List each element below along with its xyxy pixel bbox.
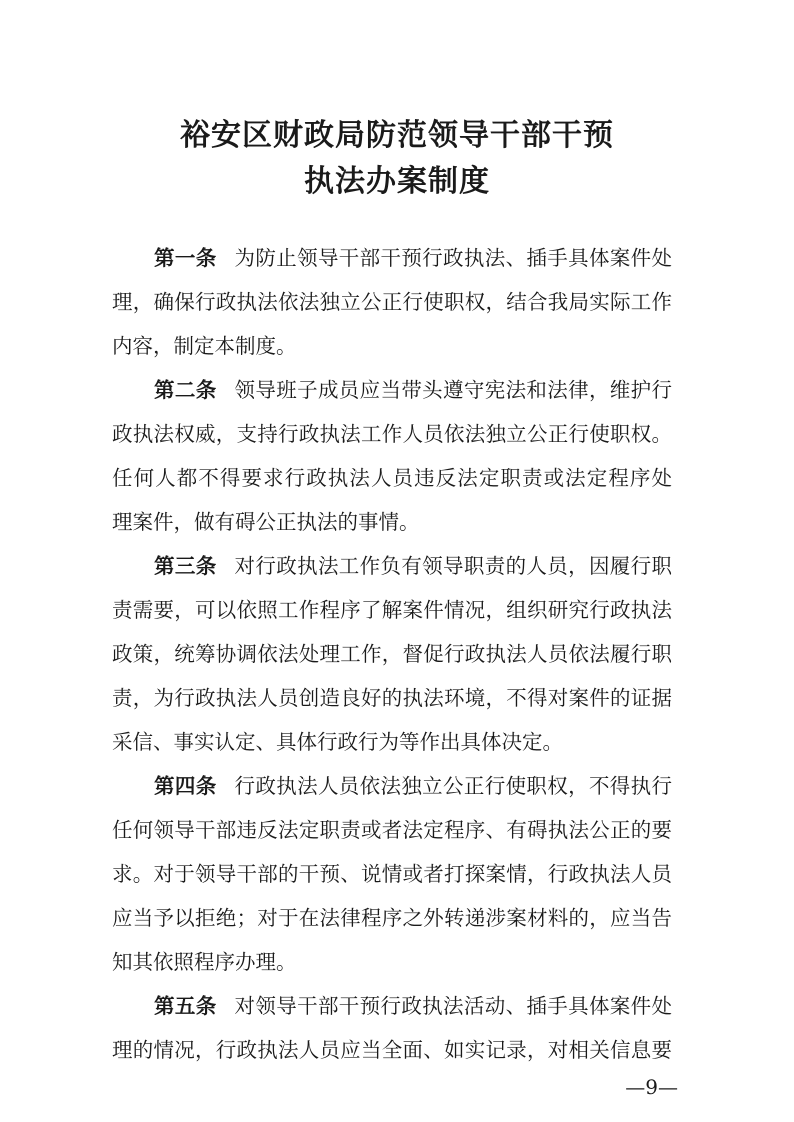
article-4-line: 应当予以拒绝；对于在法律程序之外转递涉案材料的，应当告	[112, 906, 672, 930]
article-1-label: 第一条	[154, 246, 217, 270]
article-4-label: 第四条	[154, 774, 217, 798]
article-3-label: 第三条	[154, 554, 217, 578]
article-5-text: 对领导干部干预行政执法活动、插手具体案件处	[234, 994, 672, 1018]
article-4-first-line	[154, 766, 672, 806]
article-1-first-line	[154, 238, 672, 278]
article-4-line: 知其依照程序办理。	[112, 950, 297, 974]
article-2-line: 理案件，做有碍公正执法的事情。	[112, 510, 420, 534]
article-2-line: 政执法权威，支持行政执法工作人员依法独立公正行使职权。	[112, 422, 672, 446]
article-4-text: 行政执法人员依法独立公正行使职权，不得执行	[234, 774, 672, 798]
article-3-first-line	[154, 546, 672, 586]
article-2-text: 领导班子成员应当带头遵守宪法和法律，维护行	[234, 378, 672, 402]
article-1-text: 为防止领导干部干预行政执法、插手具体案件处	[234, 246, 672, 270]
article-3-line: 政策，统筹协调依法处理工作，督促行政执法人员依法履行职	[112, 642, 672, 666]
article-1-line: 理，确保行政执法依法独立公正行使职权，结合我局实际工作	[112, 290, 672, 314]
article-2-line: 任何人都不得要求行政执法人员违反法定职责或法定程序处	[112, 466, 672, 490]
document-title-line-2: 执法办案制度	[304, 164, 490, 199]
article-3-line: 采信、事实认定、具体行政行为等作出具体决定。	[112, 730, 563, 754]
article-3-line: 责需要，可以依照工作程序了解案件情况，组织研究行政执法	[112, 598, 672, 622]
article-3-text: 对行政执法工作负有领导职责的人员，因履行职	[234, 554, 672, 578]
article-2-first-line	[154, 370, 672, 410]
document-title-line-1: 裕安区财政局防范领导干部干预	[180, 118, 614, 153]
article-5-line: 理的情况，行政执法人员应当全面、如实记录，对相关信息要	[112, 1038, 672, 1062]
article-5-label: 第五条	[154, 994, 217, 1018]
article-5-first-line	[154, 986, 672, 1026]
article-1-line: 内容，制定本制度。	[112, 334, 297, 358]
article-4-line: 任何领导干部违反法定职责或者法定程序、有碍执法公正的要	[112, 818, 672, 842]
page-number: —9—	[625, 1075, 678, 1099]
article-2-label: 第二条	[154, 378, 217, 402]
article-3-line: 责，为行政执法人员创造良好的执法环境，不得对案件的证据	[112, 686, 672, 710]
article-4-line: 求。对于领导干部的干预、说情或者打探案情，行政执法人员	[112, 862, 672, 886]
